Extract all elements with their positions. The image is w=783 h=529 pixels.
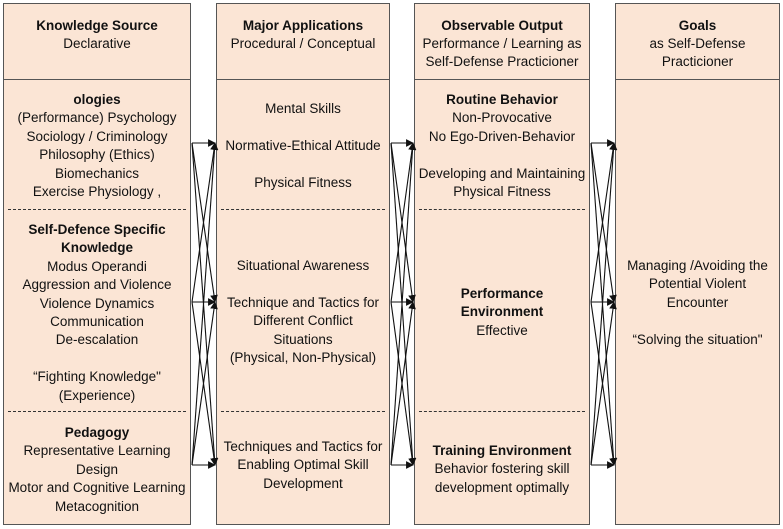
section-line: Communication (50, 314, 144, 330)
section-line: Philosophy (Ethics) (39, 147, 155, 163)
section-line: Techniques and Tactics for (223, 439, 383, 454)
section-line: Development (263, 475, 343, 491)
section-line: Enabling Optimal Skill (237, 457, 369, 473)
section-line: (Performance) Psychology (17, 110, 177, 126)
header-title: Knowledge Source (36, 18, 158, 33)
section-title: Performance (460, 286, 544, 301)
section-line: Violence Dynamics (39, 295, 155, 311)
section-line: Non-Provocative (452, 110, 552, 126)
section-line: Representative Learning (23, 443, 171, 459)
section-line: Situational Awareness (236, 258, 370, 273)
section-title: Knowledge (60, 240, 133, 256)
header-title: Major Applications (242, 18, 364, 33)
section-line: “Solving the situation" (632, 331, 763, 347)
section-line: Effective (476, 322, 528, 338)
section-line: Design (75, 461, 119, 477)
section-line: De-escalation (55, 332, 139, 348)
section-line: Aggression and Violence (22, 277, 172, 293)
section-line: Sociology / Criminology (26, 128, 168, 144)
section-line: Exercise Physiology , (32, 184, 162, 200)
section-title: ologies (73, 92, 121, 107)
header-subtitle: Practicioner (661, 54, 734, 69)
section-line: “Fighting Knowledge" (33, 369, 161, 385)
section-title: Self-Defence Specific (28, 222, 166, 237)
section-line: Metacognition (54, 498, 140, 514)
section-line: Managing /Avoiding the (627, 258, 768, 273)
header-subtitle: Procedural / Conceptual (230, 36, 376, 51)
section-line: Normative-Ethical Attitude (225, 137, 381, 153)
header-subtitle: as Self-Defense (649, 36, 746, 51)
arrow-group (192, 143, 614, 465)
header-subtitle: Performance / Learning as (422, 36, 582, 51)
section-line: Behavior fostering skill (434, 461, 570, 477)
section-line: Motor and Cognitive Learning (8, 480, 186, 496)
section-line: Different Conflict (253, 313, 353, 329)
section-line: (Physical, Non-Physical) (229, 350, 377, 366)
header-title: Goals (678, 18, 717, 33)
section-line: Physical Fitness (254, 174, 352, 190)
section-line: Encounter (666, 294, 729, 310)
section-line: Biomechanics (54, 165, 140, 181)
section-line: Physical Fitness (453, 184, 551, 200)
section-line: (Experience) (58, 387, 136, 403)
section-line: Situations (273, 331, 333, 347)
header-title: Observable Output (441, 18, 563, 33)
section-line: development optimally (434, 479, 570, 495)
section-line: Potential Violent (648, 276, 747, 292)
section-title: Training Environment (432, 443, 572, 458)
section-title: Environment (460, 304, 544, 320)
section-line: No Ego-Driven-Behavior (428, 128, 576, 144)
header-subtitle: Declarative (63, 36, 131, 51)
section-line: Developing and Maintaining (418, 165, 586, 181)
section-title: Routine Behavior (446, 92, 558, 107)
section-line: Mental Skills (265, 101, 341, 116)
section-line: Modus Operandi (47, 258, 147, 274)
header-subtitle: Self-Defense Practicioner (425, 54, 579, 69)
section-line: Technique and Tactics for (226, 294, 380, 310)
section-title: Pedagogy (64, 425, 130, 440)
